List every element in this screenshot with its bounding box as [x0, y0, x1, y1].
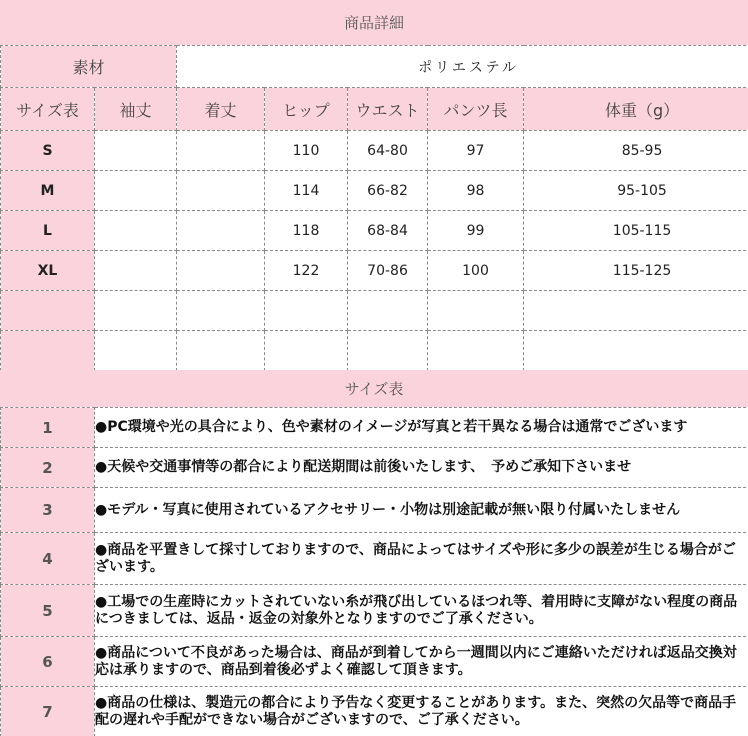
note-text: ●天候や交通事情等の都合により配送期間は前後いたします、 予めご承知下さいませ	[95, 448, 748, 488]
note-number: 3	[1, 488, 95, 533]
page-title: 商品詳細	[343, 14, 404, 32]
sleeve-cell	[95, 211, 177, 251]
note-number: 7	[1, 687, 95, 736]
table-row	[1, 251, 748, 291]
note-number: 4	[1, 533, 95, 585]
note-text: ●工場での生産時にカットされていない糸が飛び出しているほつれ等、着用時に支障がない程度の商品につきましては、返品・返金の対象外となりますのでご了承ください。	[95, 593, 738, 627]
table-row	[1, 211, 748, 251]
note-row	[1, 408, 748, 448]
note-text: ●商品を平置きして採寸しておりますので、商品によってはサイズや形に多少の誤差が生じる場合がございます。	[95, 541, 736, 575]
table-row	[1, 131, 748, 171]
size-label: L	[1, 211, 95, 251]
empty-cell	[348, 291, 428, 331]
weight-cell: 85-95	[524, 131, 748, 171]
column-header-pants: パンツ長	[428, 88, 524, 131]
column-header-weight: 体重（g）	[524, 88, 748, 131]
hip-cell: 110	[265, 131, 348, 171]
note-text: ●PC環境や光の具合により、色や素材のイメージが写真と若干異なる場合は通常でございます	[95, 408, 748, 448]
size-label-empty	[1, 291, 95, 331]
pants-cell: 98	[428, 171, 524, 211]
note-number: 2	[1, 448, 95, 488]
notes-title: サイズ表	[344, 380, 404, 398]
note-number: 6	[1, 637, 95, 687]
note-row	[1, 687, 748, 736]
hip-cell: 114	[265, 171, 348, 211]
weight-cell: 95-105	[524, 171, 748, 211]
length-cell	[177, 211, 265, 251]
material-row	[1, 46, 748, 88]
column-header-waist: ウエスト	[348, 88, 428, 131]
waist-cell: 64-80	[348, 131, 428, 171]
empty-cell	[348, 331, 428, 371]
note-row	[1, 533, 748, 585]
note-row	[1, 488, 748, 533]
note-text: ●商品の仕様は、製造元の都合により予告なく変更することがあります。また、突然の欠品等で商品手配の遅れや手配ができない場合がございますので、ご了承ください。	[95, 694, 737, 728]
size-table-header-row	[1, 88, 748, 131]
empty-cell	[177, 331, 265, 371]
note-row	[1, 585, 748, 637]
empty-cell	[265, 331, 348, 371]
sleeve-cell	[95, 131, 177, 171]
hip-cell: 122	[265, 251, 348, 291]
material-label: 素材	[1, 46, 177, 88]
empty-cell	[524, 291, 748, 331]
note-number: 1	[1, 408, 95, 448]
size-label: S	[1, 131, 95, 171]
material-value: ポリエステル	[177, 46, 748, 88]
pants-cell: 97	[428, 131, 524, 171]
column-header-size: サイズ表	[1, 88, 95, 131]
column-header-length: 着丈	[177, 88, 265, 131]
note-number: 5	[1, 585, 95, 637]
column-header-sleeve: 袖丈	[95, 88, 177, 131]
size-label: M	[1, 171, 95, 211]
note-row	[1, 448, 748, 488]
empty-cell	[95, 331, 177, 371]
weight-cell: 105-115	[524, 211, 748, 251]
column-header-hip: ヒップ	[265, 88, 348, 131]
length-cell	[177, 251, 265, 291]
note-text: ●モデル・写真に使用されているアクセサリー・小物は別途記載が無い限り付属いたしません	[95, 488, 748, 533]
size-table	[0, 45, 748, 371]
note-text: ●商品について不良があった場合は、商品が到着してから一週間以内にご連絡いただければ返品交換対応は承りますので、商品到着後必ずよく確認して頂きます。	[95, 644, 737, 678]
pants-cell: 99	[428, 211, 524, 251]
waist-cell: 70-86	[348, 251, 428, 291]
table-row-empty	[1, 291, 748, 331]
empty-cell	[428, 331, 524, 371]
size-label-empty	[1, 331, 95, 371]
length-cell	[177, 171, 265, 211]
pants-cell: 100	[428, 251, 524, 291]
waist-cell: 66-82	[348, 171, 428, 211]
weight-cell: 115-125	[524, 251, 748, 291]
table-row-empty	[1, 331, 748, 371]
empty-cell	[95, 291, 177, 331]
hip-cell: 118	[265, 211, 348, 251]
length-cell	[177, 131, 265, 171]
note-row	[1, 637, 748, 687]
notes-title-band	[0, 370, 748, 407]
table-row	[1, 171, 748, 211]
sleeve-cell	[95, 251, 177, 291]
notes-table	[0, 407, 748, 736]
size-label: XL	[1, 251, 95, 291]
empty-cell	[265, 291, 348, 331]
section-title-band	[0, 0, 748, 45]
sleeve-cell	[95, 171, 177, 211]
empty-cell	[524, 331, 748, 371]
empty-cell	[177, 291, 265, 331]
empty-cell	[428, 291, 524, 331]
waist-cell: 68-84	[348, 211, 428, 251]
